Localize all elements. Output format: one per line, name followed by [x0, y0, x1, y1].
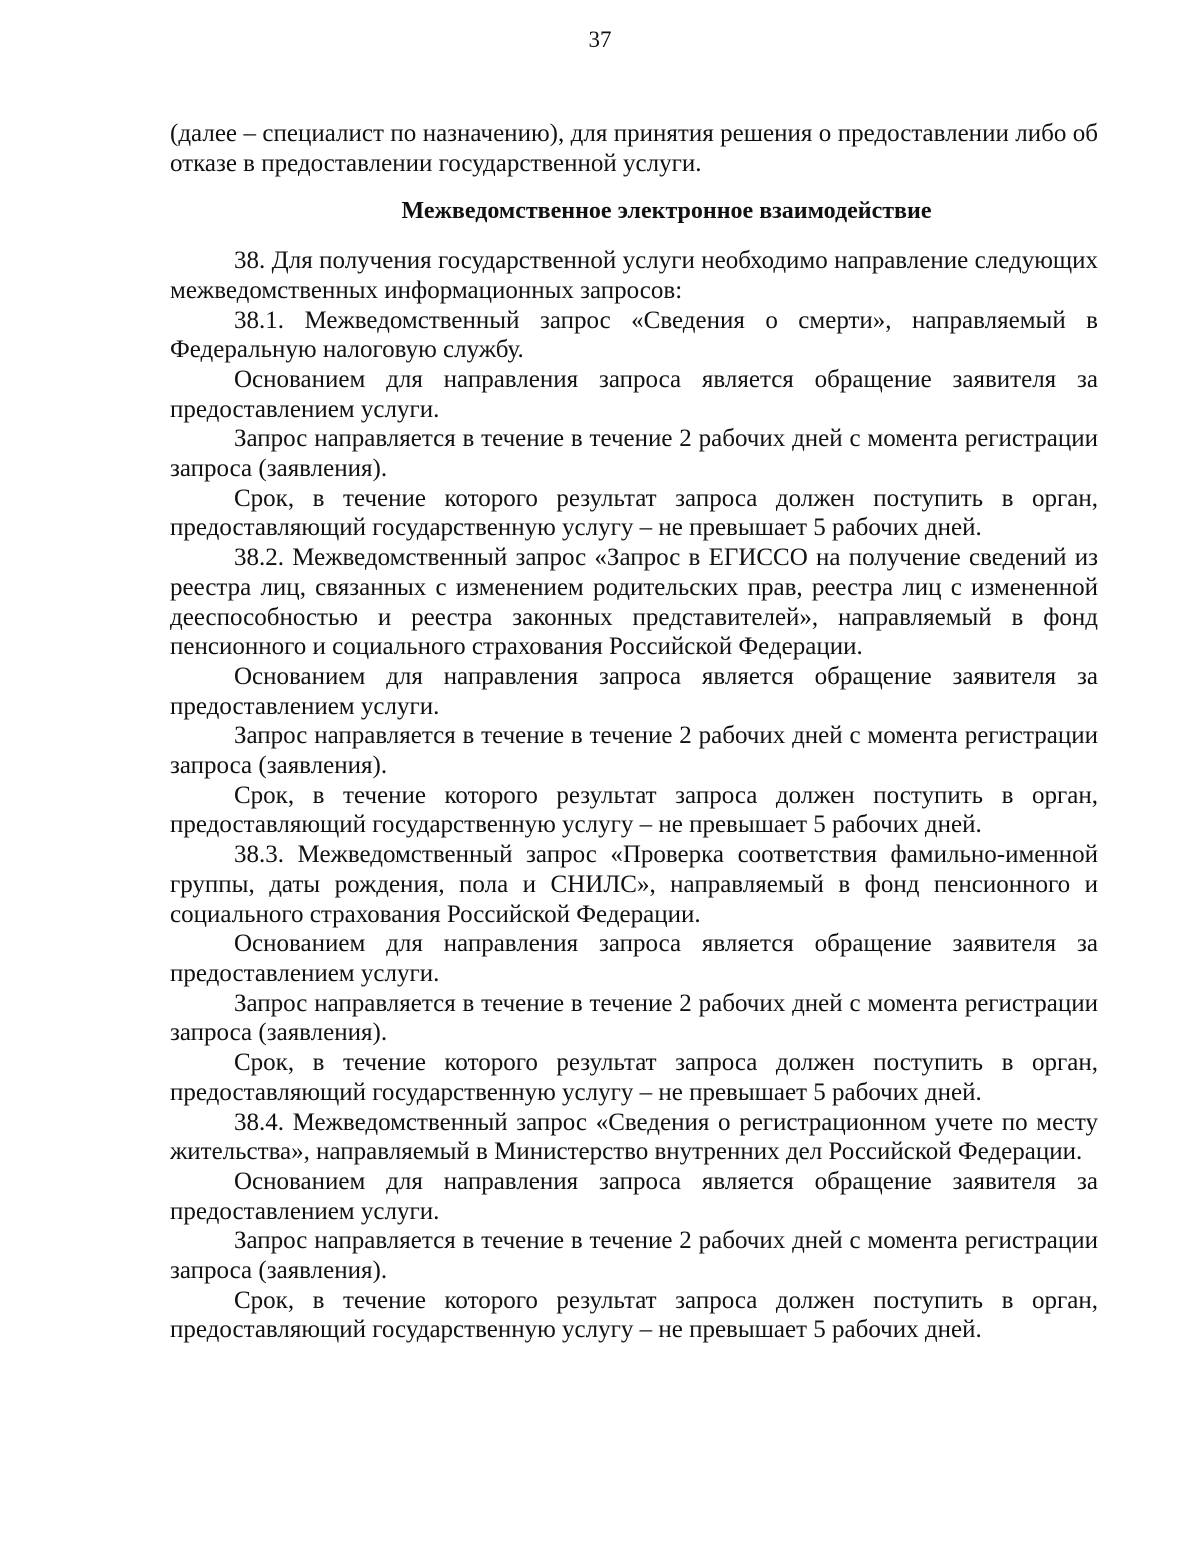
- paragraph-timing: Запрос направляется в течение в течение 2 рабочих дней с момента регистрации запроса (заявления).: [170, 989, 1098, 1047]
- paragraph-deadline: Срок, в течение которого результат запроса должен поступить в орган, предоставляющий государственную услугу – не превышает 5 рабочих дней.: [170, 781, 1098, 839]
- page-number: 37: [588, 27, 612, 52]
- section-heading: Межведомственное электронное взаимодействие: [401, 198, 932, 225]
- paragraph-basis: Основанием для направления запроса является обращение заявителя за предоставлением услуги.: [170, 662, 1098, 720]
- paragraph-basis: Основанием для направления запроса является обращение заявителя за предоставлением услуги.: [170, 930, 1098, 987]
- paragraph-deadline: Срок, в течение которого результат запроса должен поступить в орган, предоставляющий государственную услугу – не превышает 5 рабочих дней.: [170, 1049, 1098, 1106]
- paragraph-38-1: 38.1. Межведомственный запрос «Сведения о смерти», направляемый в Федеральную налоговую службу.: [170, 306, 1098, 364]
- paragraph-deadline: Срок, в течение которого результат запроса должен поступить в орган, предоставляющий государственную услугу – не превышает 5 рабочих дней.: [170, 484, 1098, 542]
- document-body: [170, 119, 1098, 1345]
- intro-paragraph: (далее – специалист по назначению), для принятия решения о предоставлении либо об отказе в предоставлении государственной услуги.: [170, 120, 1098, 177]
- paragraph-38-2: 38.2. Межведомственный запрос «Запрос в ЕГИССО на получение сведений из реестра лиц, связанных с изменением родительских прав, реестра лиц с измененной дееспособностью и реестра законных представителей», направляемый в фонд пенсионного и социального страхования Российской Федерации.: [170, 544, 1098, 661]
- paragraph-38: 38. Для получения государственной услуги необходимо направление следующих межведомственных информационных запросов:: [170, 247, 1098, 304]
- paragraph-basis: Основанием для направления запроса является обращение заявителя за предоставлением услуги.: [170, 1167, 1098, 1225]
- paragraph-deadline: Срок, в течение которого результат запроса должен поступить в орган, предоставляющий государственную услугу – не превышает 5 рабочих дней.: [170, 1286, 1098, 1344]
- paragraph-timing: Запрос направляется в течение в течение 2 рабочих дней с момента регистрации запроса (заявления).: [170, 425, 1098, 483]
- paragraph-38-4: 38.4. Межведомственный запрос «Сведения о регистрационном учете по месту жительства», направляемый в Министерство внутренних дел Российской Федерации.: [170, 1108, 1098, 1166]
- paragraph-timing: Запрос направляется в течение в течение 2 рабочих дней с момента регистрации запроса (заявления).: [170, 722, 1098, 780]
- paragraph-basis: Основанием для направления запроса является обращение заявителя за предоставлением услуги.: [170, 365, 1098, 423]
- paragraph-timing: Запрос направляется в течение в течение 2 рабочих дней с момента регистрации запроса (заявления).: [170, 1227, 1098, 1285]
- paragraph-38-3: 38.3. Межведомственный запрос «Проверка соответствия фамильно-именной группы, даты рождения, пола и СНИЛС», направляемый в фонд пенсионного и социального страхования Российской Федерации.: [170, 841, 1098, 928]
